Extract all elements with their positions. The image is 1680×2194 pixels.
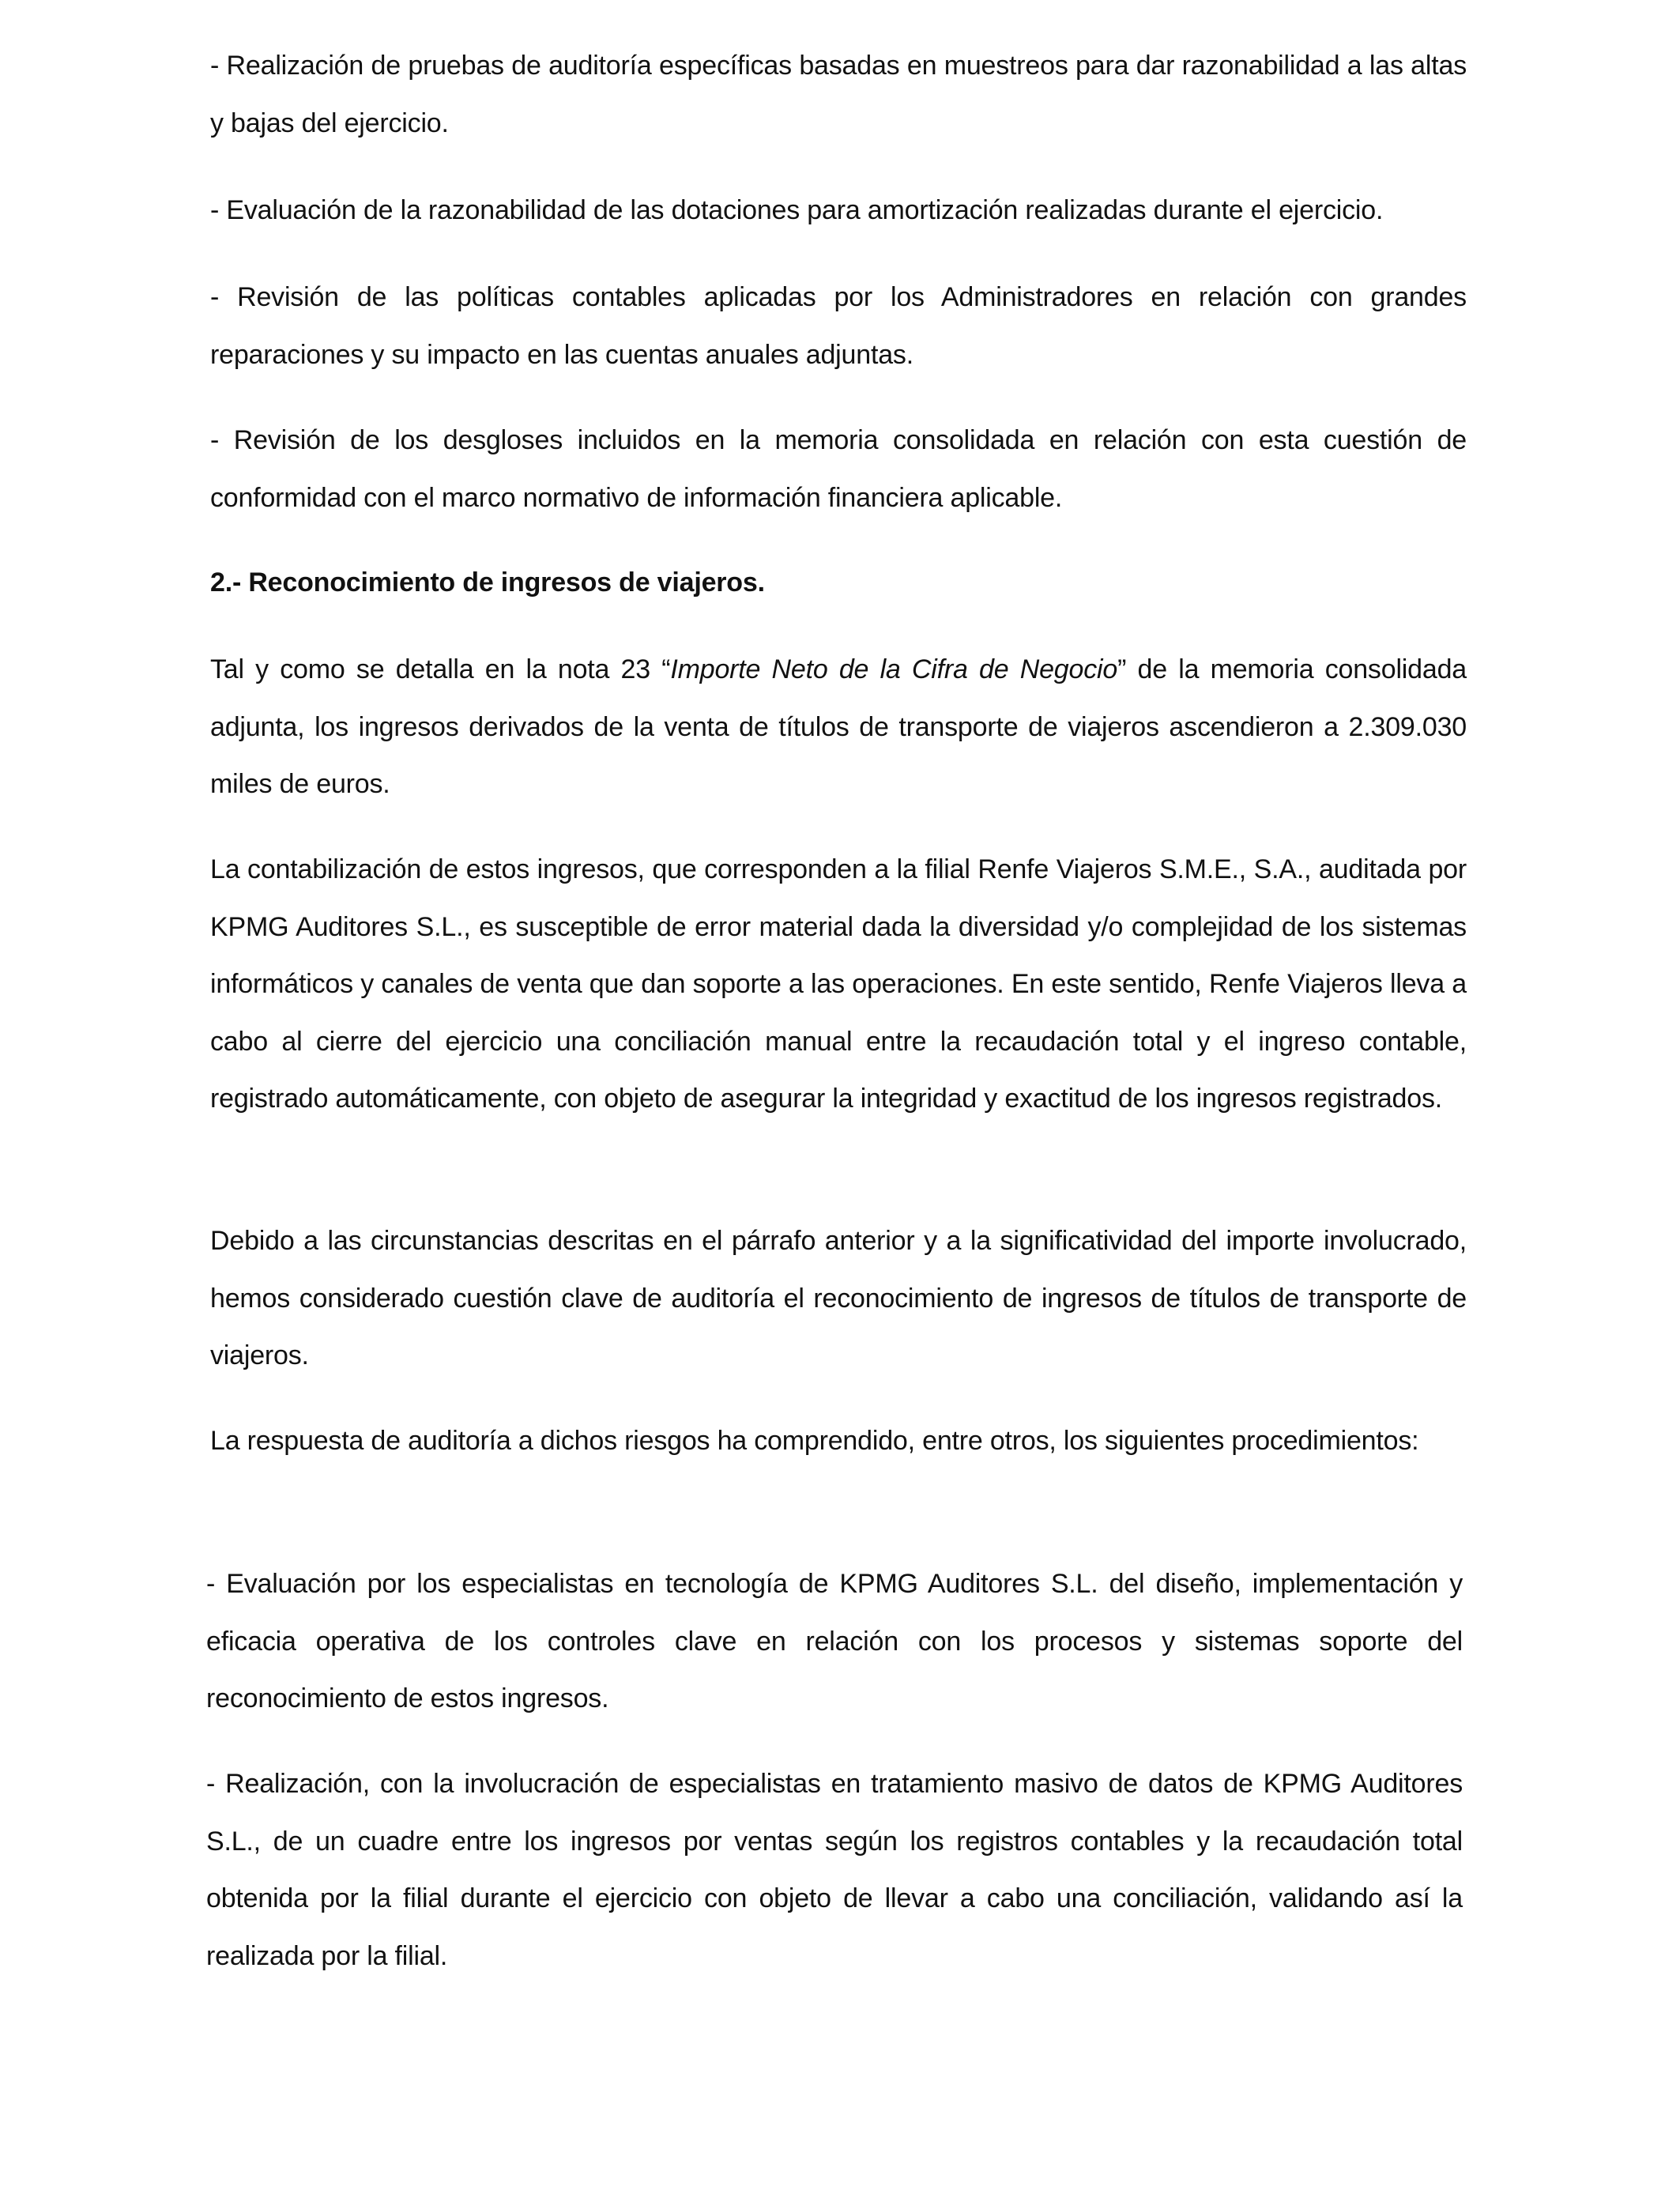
- paragraph-audit-response: La respuesta de auditoría a dichos riesgos ha comprendido, entre otros, los siguientes procedimientos:: [210, 1426, 1419, 1456]
- section-heading: 2.- Reconocimiento de ingresos de viajeros.: [210, 567, 765, 598]
- revenue-note-text-end: ” de la memoria consolidada adjunta, los ingresos derivados de la venta de títulos de transporte de viajeros ascendieron a 2.309.030 miles de euros.: [210, 654, 1467, 799]
- paragraph-audit-tests: - Realización de pruebas de auditoría específicas basadas en muestreos para dar razonabilidad a las altas y bajas del ejercicio.: [210, 51, 1467, 138]
- paragraph-amortization: - Evaluación de la razonabilidad de las dotaciones para amortización realizadas durante el ejercicio.: [210, 195, 1384, 225]
- paragraph-disclosures: - Revisión de los desgloses incluidos en la memoria consolidada en relación con esta cuestión de conformidad con el marco normativo de información financiera aplicable.: [210, 425, 1467, 513]
- paragraph-data-reconciliation: - Realización, con la involucración de especialistas en tratamiento masivo de datos de KPMG Auditores S.L., de un cuadre entre los ingresos por ventas según los registros contables y la recaudación total obtenida por la filial durante el ejercicio con objeto de llevar a cabo una conciliación, validando así la realizada por la filial.: [206, 1769, 1463, 1971]
- paragraph-it-controls: - Evaluación por los especialistas en tecnología de KPMG Auditores S.L. del diseño, implementación y eficacia operativa de los controles clave en relación con los procesos y sistemas soporte del reconocimiento de estos ingresos.: [206, 1569, 1463, 1713]
- revenue-note-text-start: Tal y como se detalla en la nota 23 “: [210, 654, 671, 684]
- revenue-note-italic-title: Importe Neto de la Cifra de Negocio: [670, 654, 1118, 684]
- paragraph-accounting-policies: - Revisión de las políticas contables aplicadas por los Administradores en relación con grandes reparaciones y su impacto en las cuentas anuales adjuntas.: [210, 282, 1467, 370]
- paragraph-revenue-note: [210, 641, 1467, 813]
- paragraph-key-audit-matter: Debido a las circunstancias descritas en el párrafo anterior y a la significatividad del importe involucrado, hemos considerado cuestión clave de auditoría el reconocimiento de ingresos de títulos de transporte de viajeros.: [210, 1226, 1467, 1370]
- paragraph-revenue-accounting: La contabilización de estos ingresos, que corresponden a la filial Renfe Viajeros S.M.E., S.A., auditada por KPMG Auditores S.L., es susceptible de error material dada la diversidad y/o complejidad de los sistemas informáticos y canales de venta que dan soporte a las operaciones. En este sentido, Renfe Viajeros lleva a cabo al cierre del ejercicio una conciliación manual entre la recaudación total y el ingreso contable, registrado automáticamente, con objeto de asegurar la integridad y exactitud de los ingresos registrados.: [210, 854, 1467, 1114]
